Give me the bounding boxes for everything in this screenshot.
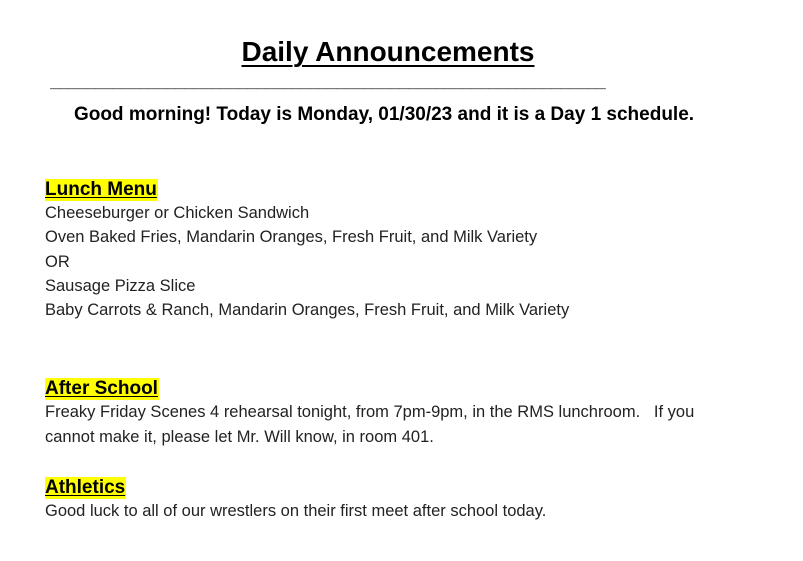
- lunch-menu-item: Sausage Pizza Slice: [45, 276, 196, 295]
- athletics-heading: Athletics: [45, 477, 126, 498]
- lunch-menu-item: Oven Baked Fries, Mandarin Oranges, Fresh Fruit, and Milk Variety: [45, 228, 538, 247]
- after-school-heading: After School: [45, 378, 158, 399]
- after-school-text: Freaky Friday Scenes 4 rehearsal tonight, from 7pm-9pm, in the RMS lunchroom. If you cannot make it, please let Mr. Will know, in room 401.: [45, 403, 699, 446]
- after-school-section: [45, 378, 745, 449]
- athletics-text: Good luck to all of our wrestlers on their first meet after school today.: [45, 502, 547, 520]
- athletics-section: [45, 477, 745, 523]
- lunch-menu-heading: Lunch Menu: [45, 179, 157, 200]
- greeting-text: Good morning! Today is Monday, 01/30/23 and it is a Day 1 schedule.: [73, 104, 695, 125]
- lunch-menu-section: [45, 179, 745, 322]
- lunch-menu-item: Cheeseburger or Chicken Sandwich: [45, 204, 310, 222]
- lunch-menu-item: OR: [45, 252, 70, 271]
- divider-line: ______________________________________________________________: [50, 72, 606, 91]
- page-title: Daily Announcements: [241, 36, 535, 67]
- lunch-menu-item: Baby Carrots & Ranch, Mandarin Oranges, Fresh Fruit, and Milk Variety: [45, 301, 570, 320]
